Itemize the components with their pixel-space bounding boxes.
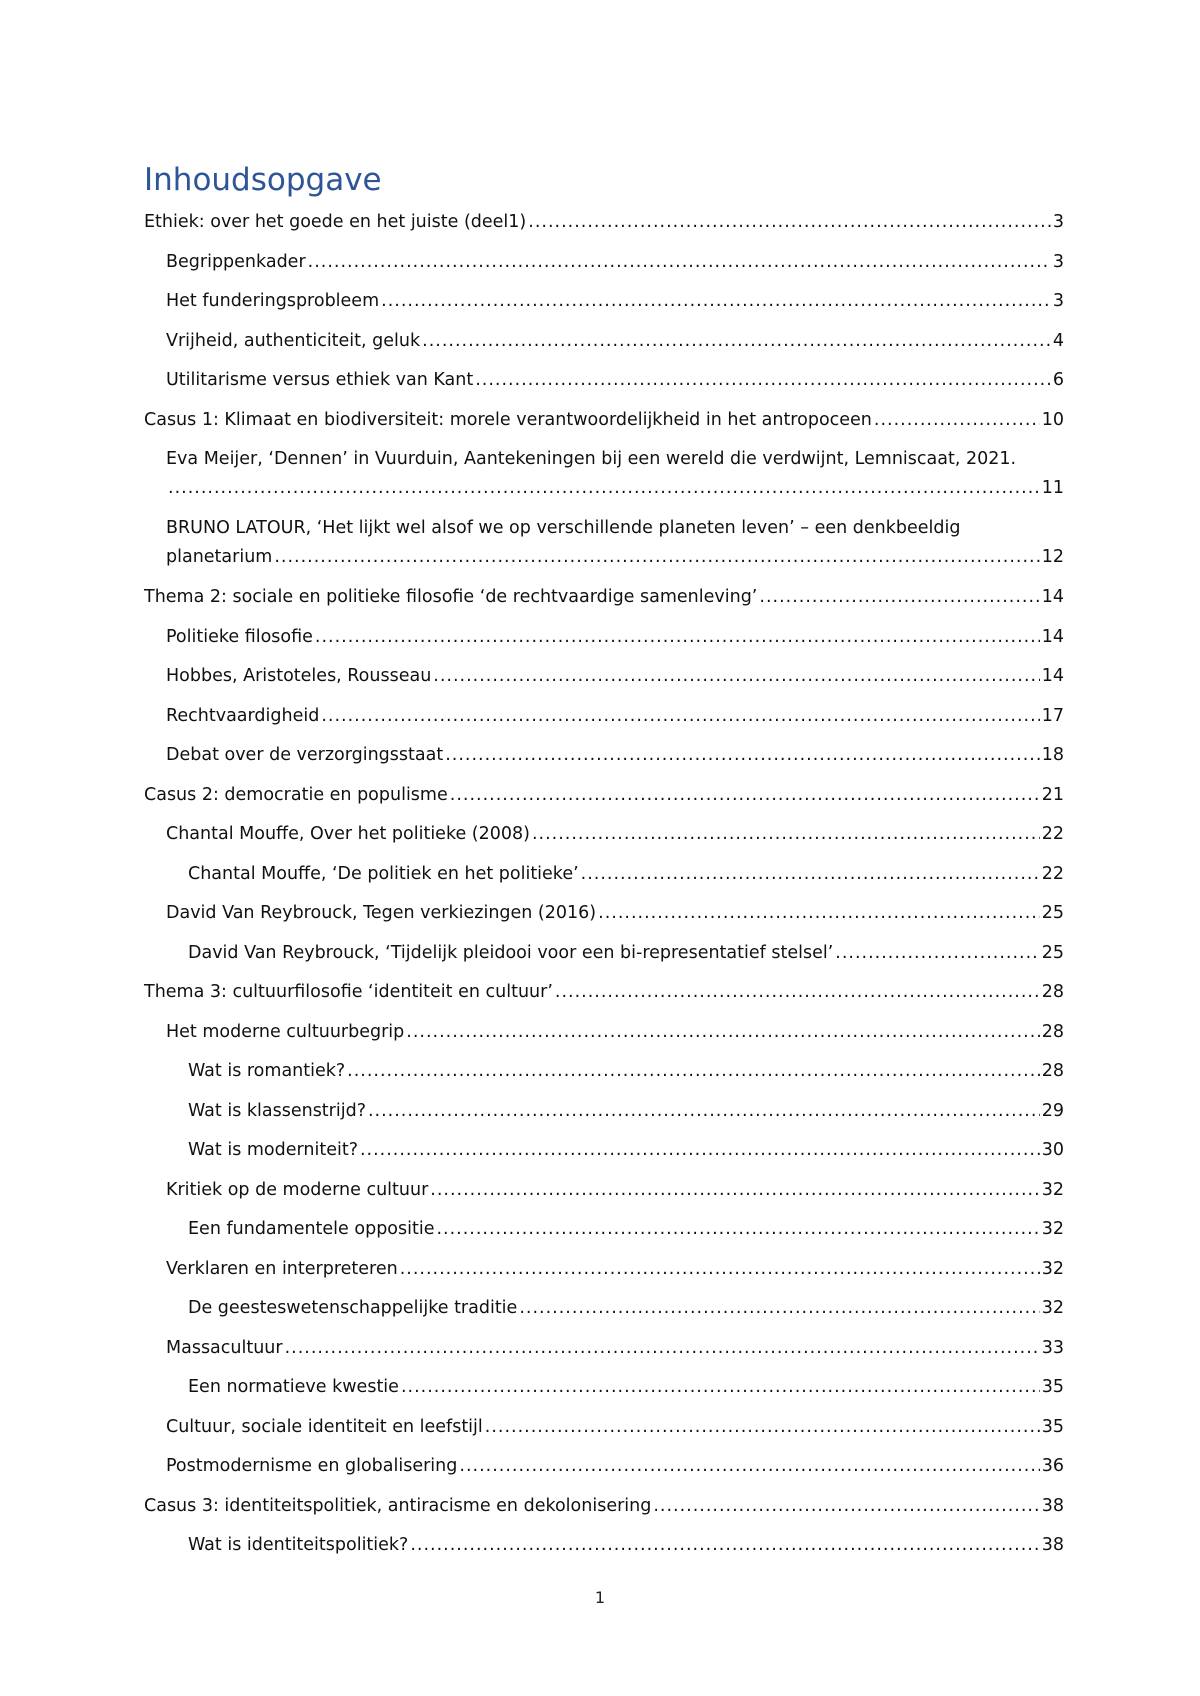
toc-dot-leader	[368, 1097, 1040, 1126]
toc-entry-text: Hobbes, Aristoteles, Rousseau	[166, 662, 433, 691]
toc-entry-text: David Van Reybrouck, ‘Tijdelijk pleidooi voor een bi-representatief stelsel’	[188, 939, 835, 968]
toc-entry[interactable]	[144, 1176, 1064, 1205]
toc-dot-leader	[422, 327, 1051, 356]
toc-entry-row	[144, 208, 1064, 237]
toc-page-number: 25	[1041, 903, 1064, 923]
toc-entry[interactable]	[144, 1255, 1064, 1284]
toc-entry[interactable]	[144, 939, 1064, 968]
toc-dot-leader	[347, 1057, 1040, 1086]
toc-entry-row	[166, 899, 1064, 928]
toc-entry-text: Casus 2: democratie en populisme	[144, 781, 450, 810]
toc-entry-row	[166, 702, 1064, 731]
toc-entry-row	[166, 623, 1064, 652]
toc-entry-row	[166, 366, 1064, 395]
toc-entry-text: Ethiek: over het goede en het juiste (deel1)	[144, 208, 528, 237]
toc-entry-row	[166, 248, 1064, 277]
toc-page-number: 36	[1041, 1456, 1064, 1476]
toc-entry-text: Eva Meijer, ‘Dennen’ in Vuurduin, Aantekeningen bij een wereld die verdwijnt, Lemniscaat, 2021.	[166, 449, 1017, 469]
toc-dot-leader	[459, 1452, 1039, 1481]
toc-entry-row	[166, 1255, 1064, 1284]
toc-page-number: 14	[1041, 626, 1064, 647]
toc-dot-leader	[485, 1413, 1040, 1442]
toc-page-number: 38	[1041, 1495, 1064, 1516]
toc-dot-leader	[381, 287, 1051, 316]
toc-page-number: 30	[1041, 1140, 1064, 1160]
toc-entry-text: BRUNO LATOUR, ‘Het lijkt wel alsof we op verschillende planeten leven’ – een denkbeeldig	[166, 518, 961, 538]
toc-dot-leader	[401, 1373, 1040, 1402]
toc-entry-text: Politieke filosofie	[166, 623, 315, 652]
toc-dot-leader	[321, 702, 1039, 731]
toc-dot-leader	[598, 899, 1040, 928]
toc-page-number: 14	[1041, 666, 1064, 686]
toc-entry-text: Postmodernisme en globalisering	[166, 1452, 459, 1481]
toc-page-number: 32	[1041, 1219, 1064, 1239]
toc-dot-leader	[308, 248, 1051, 277]
toc-entry-row	[166, 287, 1064, 316]
toc-page-number: 10	[1041, 409, 1064, 430]
toc-entry-text: Debat over de verzorgingsstaat	[166, 741, 445, 770]
toc-entry-text: Cultuur, sociale identiteit en leefstijl	[166, 1413, 485, 1442]
toc-dot-leader	[410, 1531, 1039, 1560]
toc-entry-text: Kritiek op de moderne cultuur	[166, 1176, 430, 1205]
toc-entry[interactable]	[144, 662, 1064, 691]
toc-entry-row	[166, 662, 1064, 691]
toc-entry-text: Casus 3: identiteitspolitiek, antiracisme en dekolonisering	[144, 1492, 653, 1521]
toc-entry[interactable]	[144, 1294, 1064, 1323]
toc-page-number: 22	[1041, 863, 1064, 884]
toc-entry[interactable]	[144, 406, 1064, 435]
toc-heading: Inhoudsopgave	[144, 162, 382, 198]
toc-entry-text: David Van Reybrouck, Tegen verkiezingen (2016)	[166, 899, 598, 928]
toc-page-number: 3	[1052, 212, 1064, 232]
toc-page-number: 14	[1041, 587, 1064, 607]
toc-entry-row	[166, 741, 1064, 770]
toc-dot-leader	[274, 543, 1039, 572]
toc-entry[interactable]	[144, 1018, 1064, 1047]
toc-entry-row	[166, 474, 1064, 503]
toc-entry-row	[144, 583, 1064, 612]
toc-dot-leader	[450, 781, 1040, 810]
toc-entry[interactable]	[144, 820, 1064, 849]
toc-entry[interactable]	[144, 583, 1064, 612]
toc-page-number: 32	[1041, 1179, 1064, 1200]
toc-dot-leader	[445, 741, 1040, 770]
toc-entry[interactable]	[144, 1097, 1064, 1126]
toc-dot-leader	[315, 623, 1040, 652]
toc-entry-text: Verklaren en interpreteren	[166, 1255, 400, 1284]
toc-page-number: 28	[1041, 982, 1064, 1002]
toc-entry-row	[188, 860, 1064, 889]
toc-entry[interactable]	[144, 1057, 1064, 1086]
toc-entry-row	[166, 1452, 1064, 1481]
toc-entry-text: Wat is klassenstrijd?	[188, 1097, 368, 1126]
toc-entry-row	[144, 781, 1064, 810]
toc-page-number: 3	[1052, 251, 1064, 272]
toc-page-number: 32	[1041, 1258, 1064, 1279]
toc-entry-text: Wat is moderniteit?	[188, 1136, 360, 1165]
toc-entry[interactable]	[144, 1413, 1064, 1442]
toc-dot-leader	[835, 939, 1039, 968]
toc-entry-text: Wat is identiteitspolitiek?	[188, 1531, 410, 1560]
toc-dot-leader	[436, 1215, 1039, 1244]
toc-entry[interactable]	[144, 1492, 1064, 1521]
toc-dot-leader	[285, 1334, 1040, 1363]
toc-page-number: 12	[1041, 547, 1064, 567]
toc-entry-row	[166, 820, 1064, 849]
table-of-contents	[144, 208, 1064, 1571]
toc-entry[interactable]	[144, 208, 1064, 237]
toc-entry-text: Thema 2: sociale en politieke filosofie ‘de rechtvaardige samenleving’	[144, 583, 759, 612]
toc-page-number: 11	[1041, 478, 1064, 498]
toc-page-number: 33	[1041, 1337, 1064, 1358]
toc-dot-leader	[653, 1492, 1039, 1521]
toc-dot-leader	[168, 474, 1040, 503]
toc-dot-leader	[433, 662, 1039, 691]
toc-page-number: 35	[1041, 1377, 1064, 1397]
toc-page-number: 21	[1041, 784, 1064, 805]
toc-entry-row	[144, 1492, 1064, 1521]
toc-entry[interactable]	[144, 623, 1064, 652]
toc-entry[interactable]	[144, 860, 1064, 889]
toc-dot-leader	[874, 406, 1040, 435]
toc-entry-text: Begrippenkader	[166, 248, 308, 277]
toc-entry[interactable]	[144, 899, 1064, 928]
toc-entry[interactable]	[144, 1531, 1064, 1560]
toc-dot-leader	[475, 366, 1051, 395]
toc-page-number: 17	[1041, 705, 1064, 726]
toc-entry[interactable]	[144, 1215, 1064, 1244]
toc-entry-row	[144, 406, 1064, 435]
toc-entry-text: Casus 1: Klimaat en biodiversiteit: morele verantwoordelijkheid in het antropoceen	[144, 406, 874, 435]
toc-entry-row	[166, 543, 1064, 572]
toc-entry-text: Het funderingsprobleem	[166, 287, 381, 316]
toc-page-number: 28	[1041, 1061, 1064, 1081]
toc-dot-leader	[528, 208, 1051, 237]
toc-page-number: 18	[1041, 745, 1064, 765]
toc-page-number: 3	[1052, 291, 1064, 311]
toc-dot-leader	[406, 1018, 1039, 1047]
toc-entry-row	[188, 939, 1064, 968]
toc-entry[interactable]	[144, 287, 1064, 316]
toc-entry-text: Het moderne cultuurbegrip	[166, 1018, 406, 1047]
toc-dot-leader	[581, 860, 1040, 889]
toc-page-number: 4	[1052, 330, 1064, 351]
toc-entry[interactable]	[144, 978, 1064, 1007]
toc-dot-leader	[360, 1136, 1040, 1165]
toc-dot-leader	[532, 820, 1040, 849]
toc-dot-leader	[759, 583, 1039, 612]
toc-dot-leader	[400, 1255, 1040, 1284]
toc-entry-row	[188, 1057, 1064, 1086]
toc-page-number: 29	[1041, 1100, 1064, 1121]
toc-entry[interactable]	[144, 248, 1064, 277]
toc-entry-row	[166, 1176, 1064, 1205]
toc-entry-row	[188, 1531, 1064, 1560]
toc-entry-text: Wat is romantiek?	[188, 1057, 347, 1086]
toc-entry-text: Massacultuur	[166, 1334, 285, 1363]
toc-entry-text: Chantal Mouffe, Over het politieke (2008)	[166, 820, 532, 849]
toc-dot-leader	[430, 1176, 1039, 1205]
toc-entry[interactable]	[144, 781, 1064, 810]
toc-page-number: 22	[1041, 824, 1064, 844]
toc-entry-text: Vrijheid, authenticiteit, geluk	[166, 327, 422, 356]
toc-page-number: 28	[1041, 1021, 1064, 1042]
toc-entry[interactable]	[144, 514, 1064, 572]
toc-page-number: 35	[1041, 1416, 1064, 1437]
toc-entry[interactable]	[144, 1334, 1064, 1363]
toc-entry-text: Een fundamentele oppositie	[188, 1215, 436, 1244]
toc-entry-row	[144, 978, 1064, 1007]
toc-page-number: 25	[1041, 942, 1064, 963]
toc-entry-row	[188, 1215, 1064, 1244]
toc-entry-text: Thema 3: cultuurfilosofie ‘identiteit en cultuur’	[144, 978, 555, 1007]
toc-entry-text: De geesteswetenschappelijke traditie	[188, 1294, 519, 1323]
toc-entry-row	[188, 1373, 1064, 1402]
toc-entry[interactable]	[144, 366, 1064, 395]
toc-entry-row	[166, 327, 1064, 356]
toc-entry-text: Utilitarisme versus ethiek van Kant	[166, 366, 475, 395]
toc-entry[interactable]	[144, 1373, 1064, 1402]
toc-entry-text: Chantal Mouffe, ‘De politiek en het politieke’	[188, 860, 581, 889]
toc-dot-leader	[555, 978, 1040, 1007]
toc-entry-row	[188, 1097, 1064, 1126]
toc-entry-row	[166, 1334, 1064, 1363]
toc-entry[interactable]	[144, 445, 1064, 503]
toc-entry-text: Een normatieve kwestie	[188, 1373, 401, 1402]
toc-entry[interactable]	[144, 1136, 1064, 1165]
page-number: 1	[594, 1588, 606, 1607]
toc-page-number: 32	[1041, 1298, 1064, 1318]
toc-page-number: 38	[1041, 1535, 1064, 1555]
toc-entry[interactable]	[144, 702, 1064, 731]
toc-dot-leader	[519, 1294, 1039, 1323]
toc-page-number: 6	[1052, 370, 1064, 390]
toc-entry[interactable]	[144, 327, 1064, 356]
toc-entry-text-continued: planetarium	[166, 543, 274, 572]
toc-entry-row	[188, 1136, 1064, 1165]
toc-entry-row	[166, 1018, 1064, 1047]
toc-entry[interactable]	[144, 1452, 1064, 1481]
toc-entry-text: Rechtvaardigheid	[166, 702, 321, 731]
toc-entry-row	[188, 1294, 1064, 1323]
toc-entry-row	[166, 1413, 1064, 1442]
toc-entry[interactable]	[144, 741, 1064, 770]
